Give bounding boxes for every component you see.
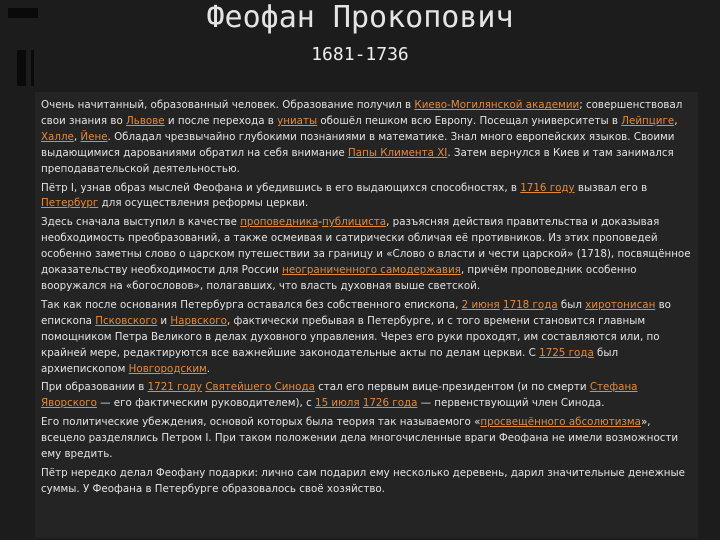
link-uniates[interactable]: униаты: [277, 114, 318, 127]
link-stefan-yavorsky[interactable]: Стефана Яворского: [41, 381, 638, 410]
link-july-15[interactable]: 15 июля: [315, 397, 360, 410]
link-halle[interactable]: Халле: [41, 130, 74, 143]
text-run: — его фактическим руководителем), с: [96, 397, 316, 410]
link-narva[interactable]: Нарвского: [170, 314, 227, 327]
paragraph-synod: [41, 380, 693, 412]
link-june-2[interactable]: 2 июня: [461, 298, 500, 311]
text-run: », всецело разделялись Петром I. При таком положении дела многочисленные враги Феофана не имели возможности ему вредить.: [41, 416, 679, 461]
text-run: . Обладал чрезвычайно глубокими познаниями в математике. Знал много европейских языков. Своими выдающимися дарованиями обратил на себя внимание: [41, 130, 675, 159]
body-text: [41, 98, 693, 498]
link-petersburg[interactable]: Петербург: [41, 197, 99, 210]
link-pope-clement-xi[interactable]: Папы Климента XI: [348, 146, 448, 159]
text-run: , фактически пребывая в Петербурге, и с того времени становится главным помощником Петра Великого в делах духовного управления. Через его руки проходят, им составляются или, по крайней мере, редактируются все важнейшие законодательные акты по делам церкви. С: [41, 314, 660, 359]
paragraph-political-views: [41, 415, 693, 463]
text-run: ,: [674, 114, 678, 127]
link-unlimited-autocracy[interactable]: неограниченного самодержавия: [282, 264, 461, 277]
text-run: . Затем вернулся в Киев и там занимался преподавательской деятельностью.: [41, 146, 674, 175]
paragraph-preacher: [41, 215, 693, 295]
text-run: , разъясняя действия правительства и доказывая необходимость преобразований, а также осмеивая и сатирически обличая её противников. Из этих проповедей особенно заметны слово о царском путешествии за границу и «Слово о власти и чести царской» (1718), посвящённое доказательству необходимости для России: [41, 216, 691, 277]
link-novgorod[interactable]: Новгородским: [128, 362, 207, 375]
link-1721-year[interactable]: 1721 году: [147, 381, 203, 394]
text-run: При образовании в: [41, 381, 148, 394]
paragraph-peter-summons: [41, 181, 693, 213]
text-run: обошёл пешком всю Европу. Посещал университеты в: [317, 114, 622, 127]
link-ordained[interactable]: хиротонисан: [585, 298, 656, 311]
link-leipzig[interactable]: Лейпциге: [621, 114, 675, 127]
text-run: Здесь сначала выступил в качестве: [41, 216, 241, 229]
text-run: стал его первым вице-президентом (и по смерти: [314, 381, 590, 394]
text-run: Пётр нередко делал Феофану подарки: лично сам подарил ему несколько деревень, дарил значительные денежные суммы. У Феофана в Петербурге образовалось своё хозяйство.: [41, 466, 686, 495]
paragraph-gifts: [41, 466, 693, 498]
link-preacher[interactable]: проповедника: [240, 216, 319, 229]
text-run: — первенствующий член Синода.: [417, 397, 605, 410]
link-publicist[interactable]: публициста: [321, 216, 387, 229]
link-1716-year[interactable]: 1716 году: [520, 181, 575, 194]
text-run: Очень начитанный, образованный человек. Образование получил в: [41, 99, 415, 111]
text-run: во епископа: [41, 298, 671, 327]
link-1718-year[interactable]: 1718 года: [503, 298, 558, 311]
slide-years: 1681-1736: [311, 44, 409, 65]
text-run: , причём проповедник особенно вооружался на «богословов», полагавших, что власть духовная выше светской.: [41, 264, 637, 292]
text-run: и после перехода в: [164, 114, 278, 127]
text-run: .: [206, 362, 211, 375]
text-run: был: [557, 298, 586, 311]
text-run: ,: [73, 130, 81, 143]
text-run: Его политические убеждения, основой которых была теория так называемого «: [41, 416, 481, 429]
link-enlightened-absolutism[interactable]: просвещённого абсолютизма: [480, 416, 641, 429]
link-pskov[interactable]: Псковского: [95, 314, 158, 327]
link-jena[interactable]: Йене: [80, 130, 108, 143]
text-run: был архиепископом: [41, 346, 619, 375]
paragraph-education: [41, 98, 693, 178]
paragraph-bishop: [41, 298, 693, 378]
text-run: для осуществления реформы церкви.: [98, 197, 309, 210]
link-holy-synod[interactable]: Святейшего Синода: [205, 381, 315, 394]
text-run: Так как после основания Петербурга оставался без собственного епископа,: [41, 298, 462, 311]
text-run: ; совершенствовал свои знания во: [41, 99, 683, 127]
slide-title: Феофан Прокопович: [206, 0, 514, 35]
text-run: -: [318, 216, 322, 229]
link-kyiv-mohyla-academy[interactable]: Киево-Могилянской академии: [414, 99, 580, 111]
text-run: Пётр I, узнав образ мыслей Феофана и убедившись в его выдающихся способностях, в: [41, 181, 521, 194]
text-run: и: [157, 314, 171, 327]
link-1725-year[interactable]: 1725 года: [539, 346, 594, 359]
link-lviv[interactable]: Львове: [126, 114, 165, 127]
link-1726-year[interactable]: 1726 года: [362, 397, 418, 410]
text-run: вызвал его в: [574, 181, 648, 194]
